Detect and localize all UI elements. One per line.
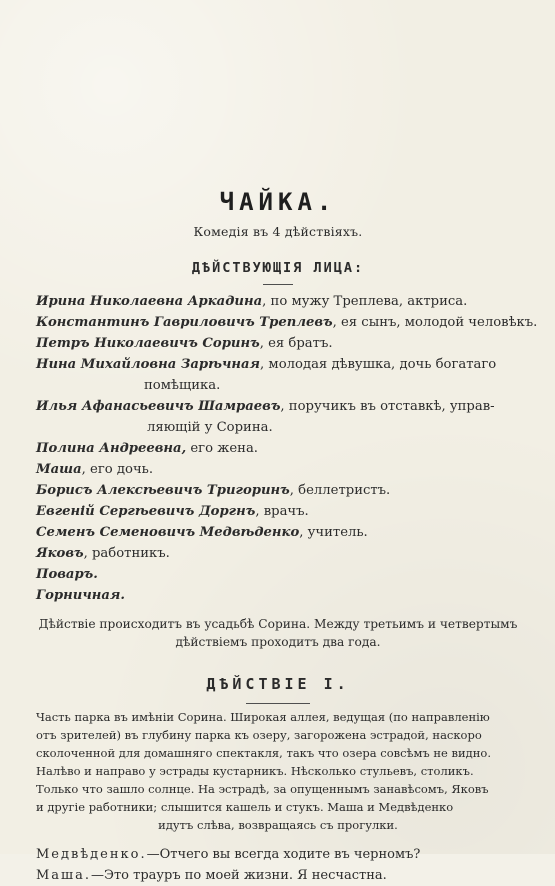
cast-entry-dorn: [36, 501, 520, 522]
cast-desc: , работникъ.: [83, 546, 170, 561]
dialogue-line-1: [36, 844, 520, 865]
dialogue-text-2: —Это трауръ по моей жизни. Я несчастна.: [91, 868, 387, 883]
stage-line-3: сколоченной для домашняго спектакля, такъ что озера совсѣмъ не видно.: [36, 746, 491, 760]
cast-entry-polina: [36, 438, 520, 459]
cast-desc: , поручикъ въ отставкѣ, управ-: [280, 399, 495, 414]
cast-desc: , ея братъ.: [259, 336, 333, 351]
cast-desc: , молодая дѣвушка, дочь богатаго: [260, 357, 497, 372]
cast-name: Петръ Николаевичъ Соринъ: [36, 336, 260, 351]
stage-line-1: Часть парка въ имѣніи Сорина. Широкая аллея, ведущая (по направленію: [36, 710, 490, 724]
cast-name: Борисъ Алексѣевичъ Тригоринъ: [36, 483, 290, 498]
dialogue: [36, 844, 520, 886]
cast-entry-trigorin: [36, 480, 520, 501]
speaker-medvedenko: Медвѣденко.: [36, 847, 147, 862]
stage-line-4: Налѣво и направо у эстрады кустарникъ. Нѣсколько стульевъ, столикъ.: [36, 764, 474, 778]
document-content: [36, 188, 538, 886]
cast-entry-medvedenko: [36, 522, 520, 543]
cast-name: Евгеній Сергѣевичъ Доргнъ: [36, 504, 256, 519]
cast-name: Горничная.: [36, 588, 125, 603]
cast-entry-masha: [36, 459, 520, 480]
cast-entry-zarechnaya-continuation: помѣщика.: [144, 378, 221, 393]
setting-line-2: дѣйствіемъ проходитъ два года.: [175, 635, 381, 649]
stage-line-6: и другіе работники; слышится кашель и стукъ. Маша и Медвѣденко: [36, 800, 454, 814]
cast-name: Семенъ Семеновичъ Медвѣденко: [36, 525, 300, 540]
cast-desc: , ея сынъ, молодой человѣкъ.: [332, 315, 538, 330]
stage-line-2: отъ зрителей) въ глубину парка къ озеру, загорожена эстрадой, наскоро: [36, 728, 482, 742]
stage-directions: [36, 708, 520, 834]
cast-name: Нина Михайловна Зарѣчная: [36, 357, 261, 372]
stage-line-7: идутъ слѣва, возвращаясь съ прогулки.: [158, 818, 398, 832]
cast-entry-cook: [36, 564, 520, 585]
cast-desc: , беллетристъ.: [289, 483, 391, 498]
play-title: ЧАЙКА.: [219, 188, 337, 216]
cast-name: Илья Афанасьевичъ Шамраевъ: [36, 399, 281, 414]
cast-name: Полина Андреевна,: [36, 441, 187, 456]
dialogue-text-1: —Отчего вы всегда ходите въ черномъ?: [146, 847, 421, 862]
act-title: ДѢЙСТВІЕ I.: [206, 675, 350, 693]
setting-note: [36, 615, 520, 651]
cast-desc: , врачъ.: [255, 504, 309, 519]
cast-desc: его жена.: [186, 441, 259, 456]
dialogue-line-2: [36, 865, 520, 886]
stage-line-5: Только что зашло солнце. На эстрадѣ, за опущеннымъ занавѣсомъ, Яковъ: [36, 782, 489, 796]
cast-name: Константинъ Гавриловичъ Треплевъ: [36, 315, 333, 330]
cast-heading: ДѢЙСТВУЮЩІЯ ЛИЦА:: [191, 260, 365, 276]
cast-desc: , по мужу Треплева, актриса.: [262, 294, 468, 309]
cast-entry-maid: [36, 585, 520, 606]
cast-name: Поваръ.: [36, 567, 98, 582]
cast-name: Яковъ: [36, 546, 84, 561]
cast-desc: , учитель.: [299, 525, 368, 540]
act-title-rule: [246, 703, 310, 704]
cast-heading-rule: [263, 284, 293, 285]
cast-entry-sorin: [36, 333, 520, 354]
cast-entry-shamraev-continuation: ляющій у Сорина.: [147, 420, 273, 435]
setting-line-1: Дѣйствіе происходитъ въ усадьбѣ Сорина. Между третьимъ и четвертымъ: [38, 617, 518, 631]
cast-entry-yakov: [36, 543, 520, 564]
cast-entry-zarechnaya: [36, 354, 520, 375]
play-subtitle: Комедія въ 4 дѣйствіяхъ.: [193, 224, 363, 239]
cast-entry-treplev: [36, 312, 538, 333]
cast-name: Маша: [36, 462, 82, 477]
speaker-masha: Маша.: [36, 868, 92, 883]
cast-name: Ирина Николаевна Аркадина: [36, 294, 263, 309]
cast-desc: , его дочь.: [81, 462, 154, 477]
cast-list: [36, 291, 538, 606]
cast-entry-shamraev: [36, 396, 520, 417]
cast-entry-arkadina: [36, 291, 520, 312]
